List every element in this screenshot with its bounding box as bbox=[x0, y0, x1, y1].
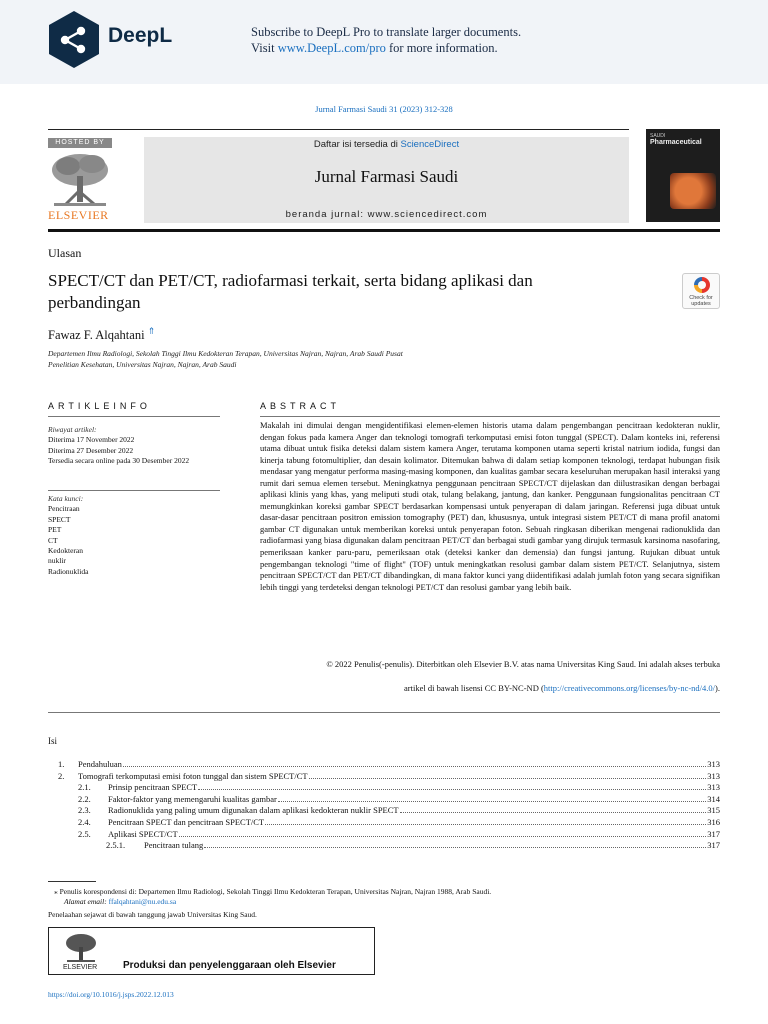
toc-leader bbox=[400, 812, 707, 813]
toc-availability bbox=[144, 139, 629, 150]
online-date: Tersedia secara online pada 30 Desember 2022 bbox=[48, 456, 190, 466]
toc-page: 317 bbox=[707, 828, 720, 839]
correspondence-note: ⁎ Penulis korespondensi di: Departemen Ilmu Radiologi, Sekolah Tinggi Ilmu Kedokteran Terapan, Universitas Najran, Najran 1988, Arab Saudi. bbox=[54, 887, 492, 896]
toc-entry[interactable] bbox=[48, 771, 720, 783]
hosted-by-label: HOSTED BY bbox=[48, 138, 112, 148]
keyword: CT bbox=[48, 535, 58, 545]
toc-page: 316 bbox=[707, 816, 720, 827]
author-name[interactable]: Fawaz F. Alqahtani bbox=[48, 328, 145, 343]
elsevier-wordmark: ELSEVIER bbox=[48, 208, 109, 222]
keywords-block bbox=[48, 494, 220, 577]
toc-label: Tomografi terkomputasi emisi foton tunggal dan sistem SPECT/CT bbox=[78, 770, 308, 781]
keyword: Radionuklida bbox=[48, 566, 89, 576]
corresponding-author-icon[interactable]: ⇑ bbox=[147, 326, 156, 336]
table-of-contents bbox=[48, 759, 720, 852]
check-updates-label: Check for updates bbox=[689, 295, 713, 307]
toc-label: Faktor-faktor yang memengaruhi kualitas gambar bbox=[108, 793, 277, 804]
toc-number: 2.4. bbox=[78, 816, 91, 827]
toc-leader bbox=[198, 789, 706, 790]
banner-message bbox=[251, 24, 521, 56]
toc-leader bbox=[179, 836, 707, 837]
journal-header-box bbox=[144, 137, 629, 223]
keyword: Kedokteran bbox=[48, 546, 83, 556]
info-rule-2 bbox=[48, 490, 220, 491]
toc-label: Pencitraan tulang bbox=[144, 840, 204, 851]
affiliation-1: Departemen Ilmu Radiologi, Sekolah Tinggi Ilmu Kedokteran Terapan, Universitas Najran, Najran, Arab Saudi Pusat bbox=[48, 349, 403, 358]
cover-image bbox=[670, 173, 716, 209]
cover-line2: Pharmaceutical bbox=[650, 139, 702, 146]
footnote-rule bbox=[48, 881, 96, 882]
abstract-rule bbox=[260, 416, 720, 417]
production-box bbox=[48, 927, 375, 975]
history-label: Riwayat artikel: bbox=[48, 425, 97, 434]
abstract-text: Makalah ini dimulai dengan mengidentifikasi elemen-elemen historis utama dalam pengembangan pencitraan kedokteran nuklir, dengan fokus pada kamera Anger dan teknologi tomografi terkomputasi emisi foton tunggal (SPECT). Dalam konteks ini, referensi utama dibuat untuk fisika deteksi dalam sistem kamera Anger, terutama komponen utama seperti kristal natrium iodida, fungsi dan kinerja tabung fotomultiplier, dan desain kolimator. Ditemukan bahwa di dalam setiap komponen teknologi, terdapat hubungan fisik mendasar yang mengatur performa masing-masing komponen, dan kualitas gambar secara keseluruhan merupakan hasil interaksi yang rumit dari semua elemen tersebut. Meningkatnya penggunaan pencitraan SPECT/CT dijelaskan dan diilustrasikan dengan berbagai aplikasi klinis yang khas, yang meliputi studi otak, tulang belakang, jantung, dan kanker. Penggunaan fungsionalitas pencitraan CT memungkinkan koreksi gambar SPECT berdasarkan kompensasi untuk penyerapan di dalam jaringan. Referensi juga dibuat untuk dasar-dasar pencitraan positron emission tomography (PET) dan, khususnya, untuk integrasi sistem PET/CT di mana profil anatomi gambar CT digunakan untuk memberikan koreksi untuk penyerapan foton. Sebuah ringkasan diberikan mengenai radionuklida dan radiofarmasi yang biasa digunakan dalam pencitraan PET/CT dan berbagai studi gambar yang dirujuk termasuk karsinoma nasofaring, pemeriksaan kanker paru-paru, pemeriksaan otak (deteksi kanker dan demensia) dan fungsi jantung. Rujukan dibuat untuk pengembangan teknologi "time of flight" (TOF) untuk meningkatkan resolusi gambar dalam sistem PET/CT. Selanjutnya, sistem pencitraan SPECT/CT dan PET/CT dibandingkan, di mana faktor kunci yang diidentifikasi adalah jumlah foton yang secara signifikan lebih tinggi yang terdeteksi dengan teknologi PET/CT dan resolusi gambar yang lebih baik. bbox=[260, 420, 720, 592]
journal-homepage[interactable]: beranda jurnal: www.sciencedirect.com bbox=[285, 209, 488, 220]
banner-line1: Subscribe to DeepL Pro to translate larger documents. bbox=[251, 25, 522, 39]
production-text: Produksi dan penyelenggaraan oleh Elsevier bbox=[123, 960, 336, 971]
toc-page: 315 bbox=[707, 805, 720, 816]
toc-leader bbox=[309, 778, 707, 779]
toc-page: 313 bbox=[707, 782, 720, 793]
toc-entry[interactable] bbox=[48, 840, 720, 852]
toc-entry[interactable] bbox=[48, 829, 720, 841]
toc-number: 2.5.1. bbox=[106, 840, 126, 851]
peer-review-note: Penelaahan sejawat di bawah tanggung jawab Universitas King Saud. bbox=[48, 910, 257, 919]
keyword: PET bbox=[48, 525, 62, 535]
toc-page: 313 bbox=[707, 759, 720, 769]
license-line bbox=[260, 683, 720, 695]
deepl-brand: DeepL bbox=[108, 24, 173, 47]
banner-line2-suffix: for more information. bbox=[385, 41, 498, 55]
deepl-logo-icon bbox=[48, 10, 100, 70]
toc-number: 2.3. bbox=[78, 805, 91, 816]
license-prefix: artikel di bawah lisensi CC BY-NC-ND ( bbox=[404, 683, 544, 693]
license-link[interactable]: http://creativecommons.org/licenses/by-nc-nd/4.0/ bbox=[543, 683, 716, 693]
journal-title: Jurnal Farmasi Saudi bbox=[314, 167, 459, 186]
toc-entry[interactable] bbox=[48, 805, 720, 817]
toc-number: 2.1. bbox=[78, 782, 91, 793]
author-line bbox=[48, 326, 155, 343]
journal-cover bbox=[646, 129, 720, 222]
banner-line2 bbox=[251, 40, 521, 56]
email-note bbox=[48, 897, 720, 907]
toc-page: 317 bbox=[707, 840, 720, 851]
affiliation-2: Penelitian Kesehatan, Universitas Najran, Najran, Arab Saudi bbox=[48, 360, 237, 369]
journal-reference-link[interactable]: Jurnal Farmasi Saudi 31 (2023) 312-328 bbox=[315, 104, 453, 114]
author-email-link[interactable]: ffalqahtani@nu.edu.sa bbox=[108, 897, 177, 906]
doi-link[interactable]: https://doi.org/10.1016/j.jsps.2022.12.013 bbox=[48, 990, 174, 999]
keyword: SPECT bbox=[48, 514, 71, 524]
header-rule-top bbox=[48, 129, 629, 130]
email-label: Alamat email: bbox=[64, 897, 109, 906]
check-for-updates-button[interactable] bbox=[682, 273, 720, 309]
info-rule-1 bbox=[48, 416, 220, 417]
keywords-label: Kata kunci: bbox=[48, 494, 84, 503]
toc-leader bbox=[265, 824, 706, 825]
article-info-heading: ARTIKLEINFO bbox=[48, 401, 151, 411]
license-suffix: ). bbox=[715, 683, 720, 693]
article-title: SPECT/CT dan PET/CT, radiofarmasi terkait, serta bidang aplikasi dan perbandingan bbox=[48, 271, 533, 312]
affiliations bbox=[48, 348, 548, 370]
copyright-line: © 2022 Penulis(-penulis). Diterbitkan oleh Elsevier B.V. atas nama Universitas King Saud. Ini adalah akses terbuka bbox=[326, 659, 720, 669]
toc-heading: Isi bbox=[48, 736, 57, 746]
article-type: Ulasan bbox=[48, 246, 82, 260]
toc-number: 2.2. bbox=[78, 793, 91, 804]
cover-title bbox=[650, 133, 716, 159]
crossmark-icon bbox=[694, 277, 710, 293]
toc-entry[interactable] bbox=[48, 759, 720, 771]
received-date: Diterima 17 November 2022 bbox=[48, 435, 135, 445]
article-history bbox=[48, 425, 220, 467]
toc-number: 2.5. bbox=[78, 828, 91, 839]
toc-prefix: Daftar isi tersedia di bbox=[313, 139, 401, 150]
toc-leader bbox=[278, 801, 706, 802]
toc-number: 1. bbox=[58, 759, 65, 769]
toc-label: Radionuklida yang paling umum digunakan dalam aplikasi kedokteran nuklir SPECT bbox=[108, 805, 399, 816]
toc-label: Prinsip pencitraan SPECT bbox=[108, 782, 198, 793]
section-rule bbox=[48, 712, 720, 713]
elsevier-tree-logo-icon bbox=[48, 150, 112, 210]
deepl-banner bbox=[0, 0, 768, 84]
accepted-date: Diterima 27 Desember 2022 bbox=[48, 445, 134, 455]
toc-entry[interactable] bbox=[48, 794, 720, 806]
toc-entry[interactable] bbox=[48, 817, 720, 829]
keyword: nuklir bbox=[48, 556, 66, 566]
elsevier-small-wordmark: ELSEVIER bbox=[63, 964, 98, 971]
toc-number: 2. bbox=[58, 770, 65, 781]
cover-line1: SAUDI bbox=[650, 133, 666, 139]
toc-leader bbox=[123, 766, 706, 767]
toc-label: Pencitraan SPECT dan pencitraan SPECT/CT bbox=[108, 816, 265, 827]
toc-page: 314 bbox=[707, 793, 720, 804]
deepl-pro-link[interactable]: www.DeepL.com/pro bbox=[277, 41, 386, 55]
banner-line2-prefix: Visit bbox=[251, 41, 278, 55]
sciencedirect-link[interactable]: ScienceDirect bbox=[400, 139, 460, 150]
toc-leader bbox=[204, 847, 706, 848]
keyword: Pencitraan bbox=[48, 504, 80, 514]
elsevier-small-logo-icon bbox=[63, 932, 99, 964]
toc-page: 313 bbox=[707, 770, 720, 781]
toc-label: Pendahuluan bbox=[78, 759, 122, 769]
abstract-heading: ABSTRACT bbox=[260, 401, 341, 411]
toc-label: Aplikasi SPECT/CT bbox=[108, 828, 178, 839]
toc-entry[interactable] bbox=[48, 782, 720, 794]
header-rule-bottom bbox=[48, 229, 720, 232]
